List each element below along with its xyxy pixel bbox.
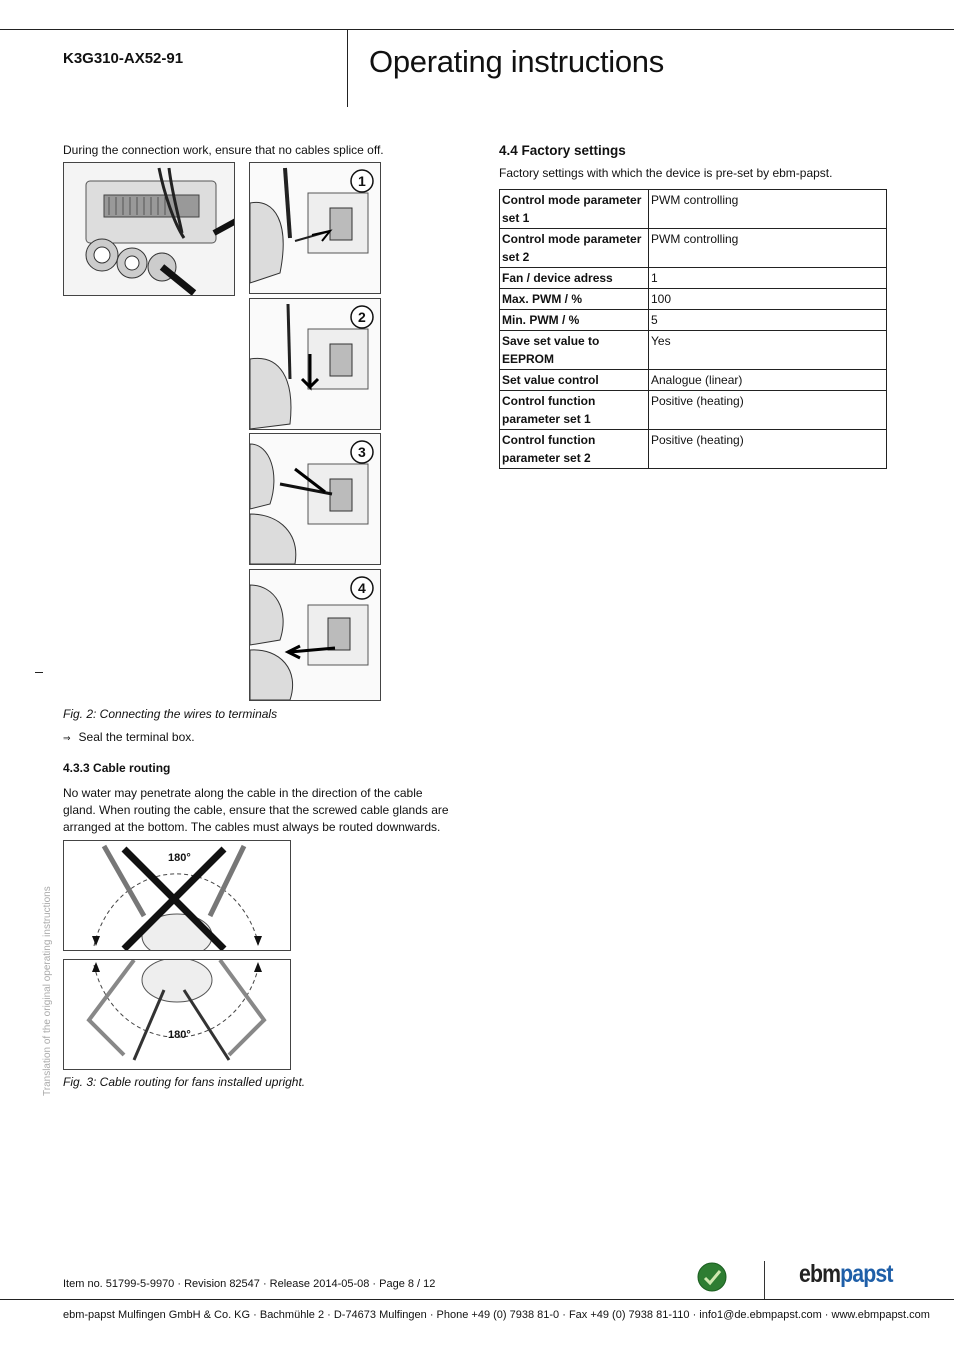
ebmpapst-logo [799, 1260, 893, 1289]
step-number: 1 [358, 173, 366, 189]
logo-divider [764, 1261, 765, 1299]
wiring-step-2-image [249, 298, 381, 430]
section-heading-cable-routing: 4.3.3 Cable routing [63, 761, 171, 775]
angle-label-bottom: 180° [168, 1029, 191, 1041]
table-row [500, 229, 887, 268]
arrow-right-icon: ⇒ [63, 733, 71, 743]
table-row [500, 331, 887, 370]
terminal-box-photo [63, 162, 235, 296]
model-number: K3G310-AX52-91 [63, 50, 184, 67]
setting-value: Analogue (linear) [649, 370, 887, 391]
setting-key: Save set value to EEPROM [500, 331, 649, 370]
factory-settings-table [499, 189, 887, 469]
setting-value: Yes [649, 331, 887, 370]
footer-address: ebm-papst Mulfingen GmbH & Co. KG · Bachmühle 2 · D-74673 Mulfingen · Phone +49 (0) 7938 81-0 · Fax +49 (0) 7938 81-110 · info1@de.ebmpapst.com · www.ebmpapst.com [63, 1309, 930, 1321]
table-row [500, 268, 887, 289]
setting-key: Control function parameter set 1 [500, 391, 649, 430]
setting-key: Control function parameter set 2 [500, 430, 649, 469]
step-number: 4 [358, 580, 366, 596]
section-heading-factory-settings: 4.4 Factory settings [499, 143, 626, 158]
setting-value: PWM controlling [649, 229, 887, 268]
step-number: 3 [358, 444, 366, 460]
setting-value: 100 [649, 289, 887, 310]
margin-tick [35, 672, 43, 673]
setting-value: PWM controlling [649, 190, 887, 229]
step-number: 2 [358, 309, 366, 325]
header-top-rule [0, 29, 954, 30]
connection-intro: During the connection work, ensure that no cables splice off. [63, 143, 384, 157]
wiring-step-1-image [249, 162, 381, 294]
table-row [500, 430, 887, 469]
setting-value: 1 [649, 268, 887, 289]
setting-key: Fan / device adress [500, 268, 649, 289]
setting-key: Min. PWM / % [500, 310, 649, 331]
table-row [500, 310, 887, 331]
factory-settings-intro: Factory settings with which the device is pre-set by ebm-papst. [499, 166, 833, 180]
cable-routing-paragraph: No water may penetrate along the cable in the direction of the cable gland. When routing the cable, ensure that the screwed cable glands are arranged at the bottom. The cables must always be routed downwards. [63, 786, 449, 834]
fig3-caption: Fig. 3: Cable routing for fans installed upright. [63, 1075, 306, 1089]
table-row [500, 190, 887, 229]
angle-label-top: 180° [168, 852, 191, 864]
cable-routing-wrong-image [63, 840, 291, 951]
page-title: Operating instructions [369, 44, 664, 79]
wiring-step-3-image [249, 433, 381, 565]
setting-key: Control mode parameter set 2 [500, 229, 649, 268]
header-divider [347, 30, 348, 107]
fig2-caption: Fig. 2: Connecting the wires to terminals [63, 707, 278, 721]
setting-value: Positive (heating) [649, 391, 887, 430]
table-row [500, 370, 887, 391]
brand-part-papst: papst [840, 1260, 893, 1288]
footer-rule [0, 1299, 954, 1300]
brand-part-ebm: ebm [799, 1260, 841, 1288]
seal-instruction [63, 729, 195, 747]
table-row [500, 391, 887, 430]
seal-instruction-text: Seal the terminal box. [78, 730, 195, 744]
setting-key: Control mode parameter set 1 [500, 190, 649, 229]
sidebar-vertical-text: Translation of the original operating instructions [42, 886, 53, 1096]
wiring-step-4-image [249, 569, 381, 701]
table-row [500, 289, 887, 310]
footer-document-meta: Item no. 51799-5-9970 · Revision 82547 · Release 2014-05-08 · Page 8 / 12 [63, 1278, 436, 1290]
setting-key: Set value control [500, 370, 649, 391]
greentech-logo [697, 1262, 727, 1292]
cable-routing-correct-image [63, 959, 291, 1070]
setting-value: 5 [649, 310, 887, 331]
setting-key: Max. PWM / % [500, 289, 649, 310]
setting-value: Positive (heating) [649, 430, 887, 469]
